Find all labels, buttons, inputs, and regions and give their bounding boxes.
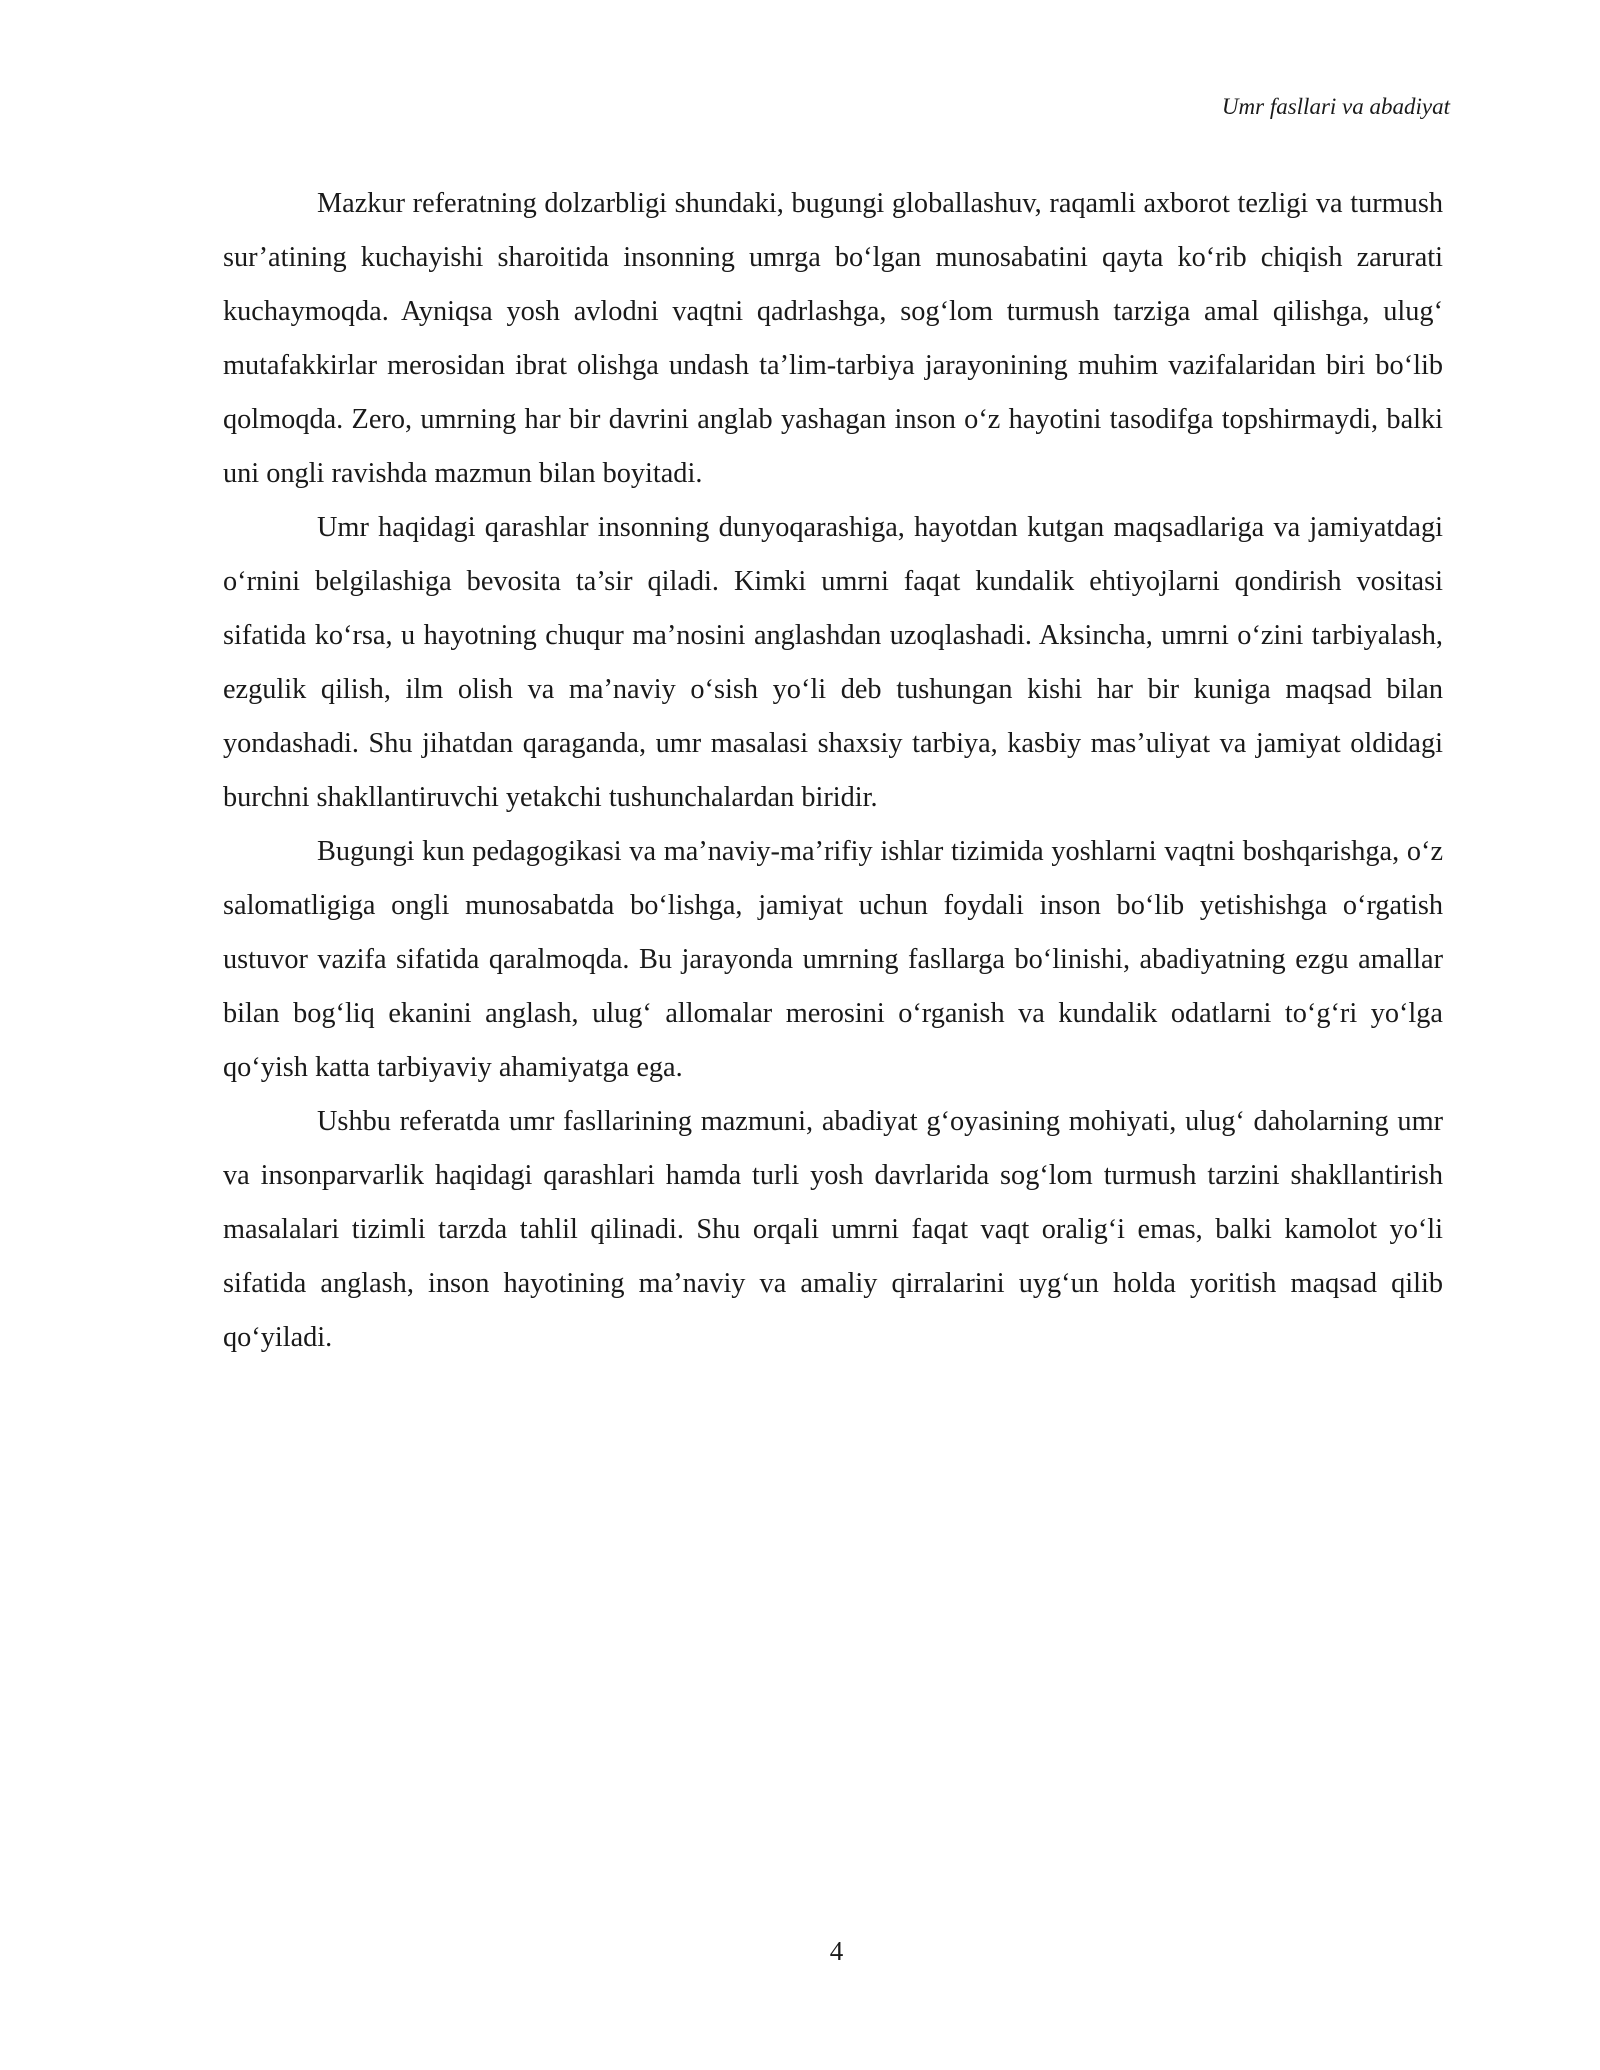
paragraph: Umr haqidagi qarashlar insonning dunyoqarashiga, hayotdan kutgan maqsadlariga va jamiyatdagi o‘rnini belgilashiga bevosita ta’sir qiladi. Kimki umrni faqat kundalik ehtiyojlarni qondirish vositasi sifatida ko‘rsa, u hayotning chuqur ma’nosini anglashdan uzoqlashadi. Aksincha, umrni o‘zini tarbiyalash, ezgulik qilish, ilm olish va ma’naviy o‘sish yo‘li deb tushungan kishi har bir kuniga maqsad bilan yondashadi. Shu jihatdan qaraganda, umr masalasi shaxsiy tarbiya, kasbiy mas’uliyat va jamiyat oldidagi burchni shakllantiruvchi yetakchi tushunchalardan biridir. — [223, 512, 1443, 813]
paragraph: Ushbu referatda umr fasllarining mazmuni, abadiyat g‘oyasining mohiyati, ulug‘ daholarning umr va insonparvarlik haqidagi qarashlari hamda turli yosh davrlarida sog‘lom turmush tarzini shakllantirish masalalari tizimli tarzda tahlil qilinadi. Shu orqali umrni faqat vaqt oralig‘i emas, balki kamolot yo‘li sifatida anglash, inson hayotining ma’naviy va amaliy qirralarini uyg‘un holda yoritish maqsad qilib qo‘yiladi. — [223, 1106, 1443, 1353]
running-header-title: Umr fasllari va abadiyat — [1221, 94, 1450, 119]
paragraph: Bugungi kun pedagogikasi va ma’naviy-ma’rifiy ishlar tizimida yoshlarni vaqtni boshqarishga, o‘z salomatligiga ongli munosabatda bo‘lishga, jamiyat uchun foydali inson bo‘lib yetishishga o‘rgatish ustuvor vazifa sifatida qaralmoqda. Bu jarayonda umrning fasllarga bo‘linishi, abadiyatning ezgu amallar bilan bog‘liq ekanini anglash, ulug‘ allomalar merosini o‘rganish va kundalik odatlarni to‘g‘ri yo‘lga qo‘yish katta tarbiyaviy ahamiyatga ega. — [223, 836, 1443, 1083]
body-text — [223, 177, 1443, 1365]
page-number: 4 — [829, 1936, 844, 1966]
paragraph: Mazkur referatning dolzarbligi shundaki, bugungi globallashuv, raqamli axborot tezligi va turmush sur’atining kuchayishi sharoitida insonning umrga bo‘lgan munosabatini qayta ko‘rib chiqish zarurati kuchaymoqda. Ayniqsa yosh avlodni vaqtni qadrlashga, sog‘lom turmush tarziga amal qilishga, ulug‘ mutafakkirlar merosidan ibrat olishga undash ta’lim-tarbiya jarayonining muhim vazifalaridan biri bo‘lib qolmoqda. Zero, umrning har bir davrini anglab yashagan inson o‘z hayotini tasodifga topshirmaydi, balki uni ongli ravishda mazmun bilan boyitadi. — [223, 188, 1443, 489]
